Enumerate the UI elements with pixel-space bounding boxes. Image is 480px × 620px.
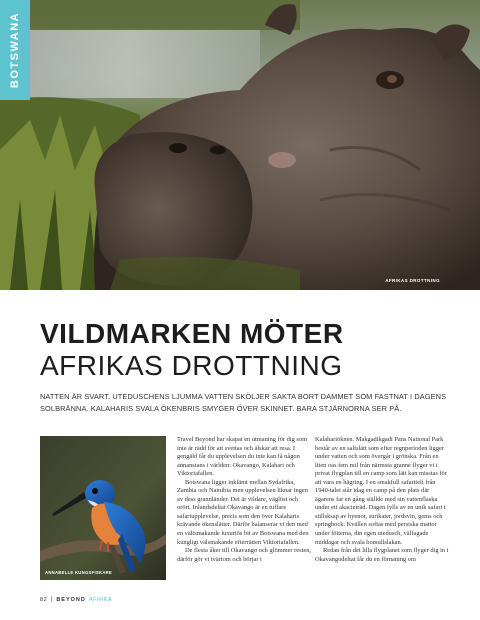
- magazine-name: BEYOND: [56, 597, 86, 603]
- headline-line-2: AFRIKAS DROTTNING: [40, 350, 343, 381]
- kingfisher-image: [40, 436, 166, 580]
- body-column-2: [315, 436, 450, 564]
- paragraph: De flesta åker till Okavango och glömmer resten, därför gör vi tvärtom och börjar i: [177, 547, 311, 563]
- footer-divider: [51, 596, 52, 602]
- section-tab: [0, 0, 30, 100]
- page-number: 82: [40, 597, 48, 603]
- paragraph: Travel Beyond har skapat en utmaning för dig som inte är rädd för att svettas och älskar att resa. I gengäld får du upplevelsen du inte kan få någon annanstans i världen: Okavango, Kalahari och Viktoriafallen.: [177, 436, 308, 478]
- hero-photo-credit: AFRIKAS DROTTNING: [385, 278, 440, 283]
- paragraph: Botswana ligger inklämt mellan Sydafrika, Zambia och Namibia men upplevelsen liknar ingen av dess grannländer. Det är vildare, väglöst och orört. Inlandsdeltat Okavango är en tuffare safariupplevelse, precis som den över Kalaharis krävande ökenslätter. Därför balanserar vi den med en vältsmakande luxuriös bit av Botswana med den kungligt välsmakande efterrätten Viktoriafallen.: [177, 478, 309, 546]
- paragraph: Redan från det lilla flygplanet som flyger dig in i Okavangodeltat får du en förnaning om: [315, 547, 449, 563]
- section-tab-label: BOTSWANA: [9, 11, 21, 89]
- article-headline: [40, 318, 460, 382]
- body-column-1: [177, 436, 312, 564]
- kingfisher-photo: [40, 436, 166, 580]
- paragraph: Kalahariöknen. Makgadikgadi Pans National Park består av en saltslätt som efter regnperioden ligger under vatten och som övergår i grönska. Från en liten oas fem mil från närmsta granne flyger vi i privat flygplan till en camp som lätt kan misstas för att vara en hägring. I en smakfull safaritelt från 1940-talet står idag en camp på den plats där ägarens far en gång ställde med sin vattenflaska under ett akacieträd. Dagen fylls av en unik safari i stillsksap av hyenor, surikater, jordsvin, gems och springbock. Kvällen softas med persiska mattor under fötterna, din egen utedusch, välfagade middagar och svala bomullslakan.: [315, 436, 447, 546]
- hippo-image: [0, 0, 480, 290]
- page-footer: [40, 596, 112, 603]
- hero-photo: [0, 0, 480, 290]
- footer-section: AFRIKA: [88, 597, 113, 603]
- headline-line-1: VILDMARKEN MÖTER: [40, 318, 344, 349]
- kingfisher-photo-credit: ANNABELLE KUNGSFISKARE: [45, 570, 113, 575]
- article-lead: NATTEN ÄR SVART. UTEDUSCHENS LJUMMA VATTEN SKÖLJER SAKTA BORT DAMMET SOM FASTNAT I DAGENS SOLBRÄNNA. KALAHARIS SVALA ÖKENBRIS SMYGER ÖVER SKINNET. BARA STJÄRNORNA SER PÅ.: [40, 392, 447, 413]
